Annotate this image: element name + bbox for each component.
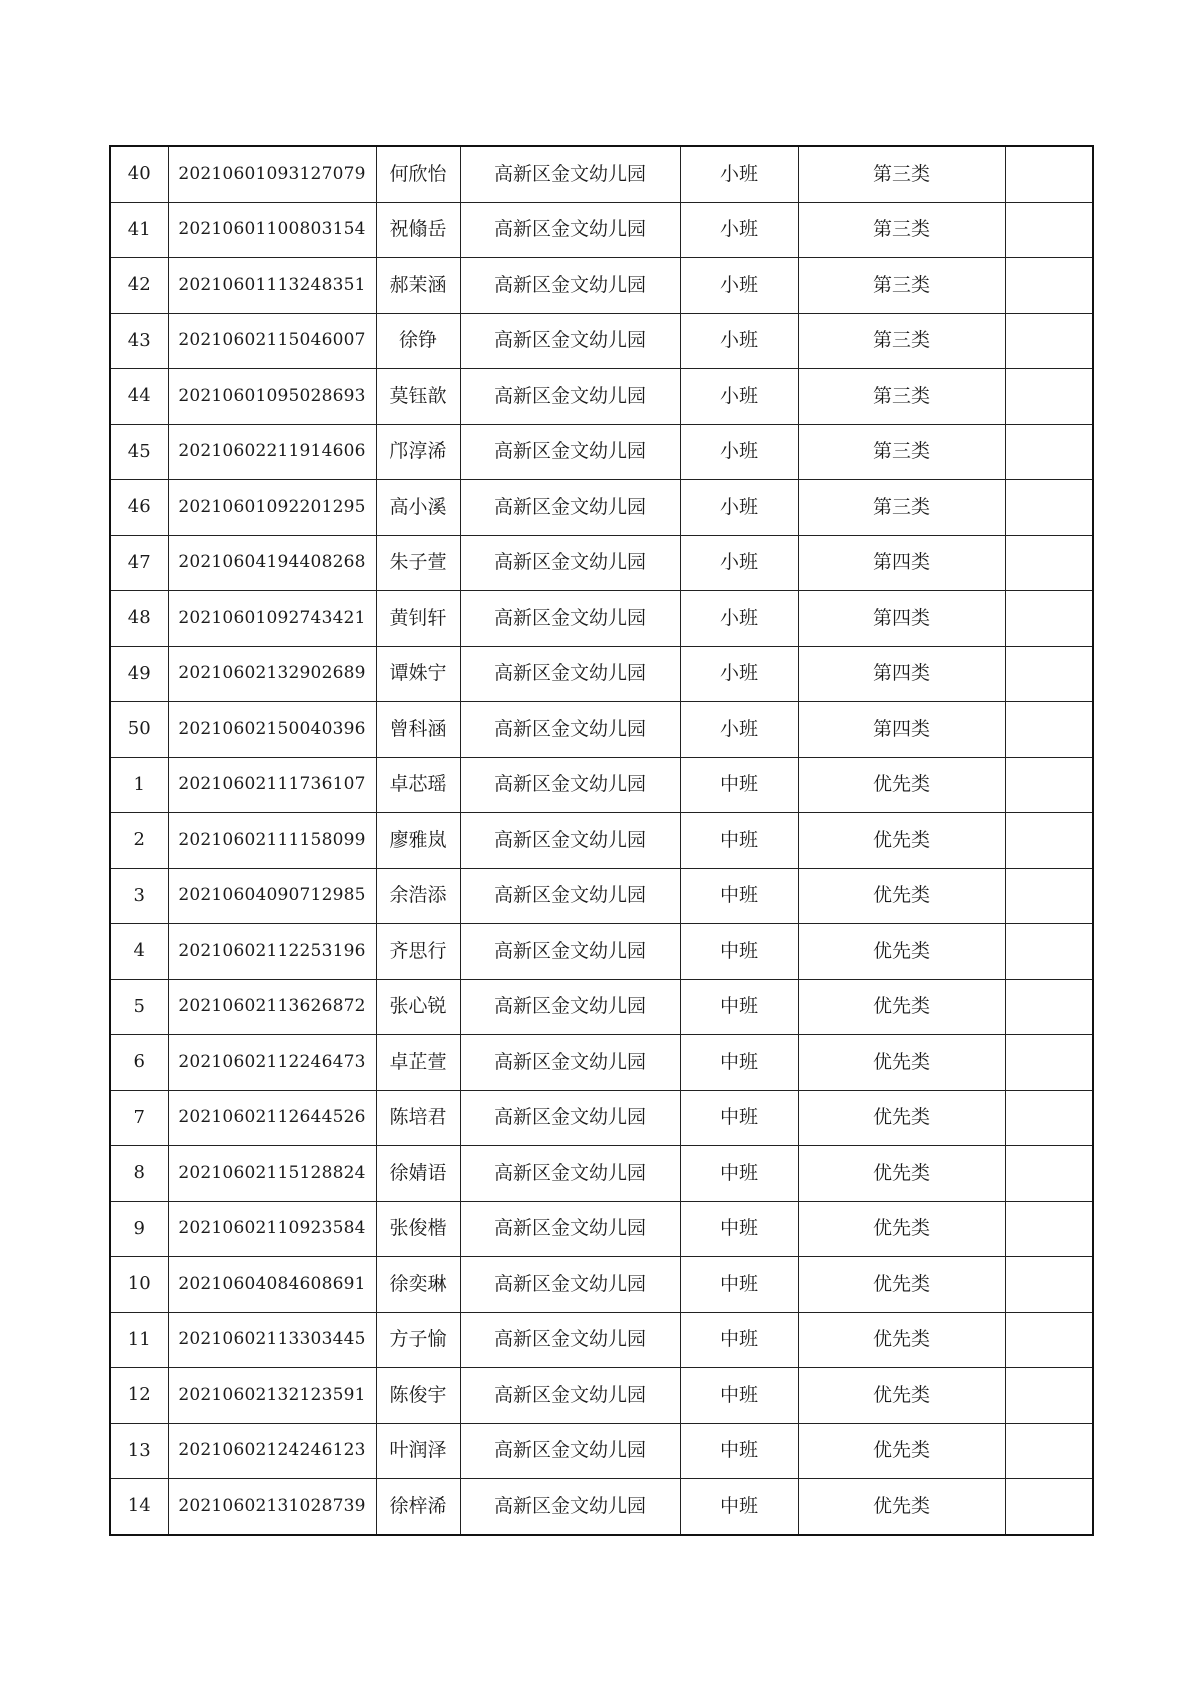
kindergarten-name: 高新区金文幼儿园 <box>460 924 680 980</box>
remarks-cell <box>1005 979 1093 1035</box>
child-name: 何欣怡 <box>376 146 460 202</box>
admission-category: 优先类 <box>798 1368 1005 1424</box>
application-id: 20210602111158099 <box>168 813 376 869</box>
child-name: 高小溪 <box>376 480 460 536</box>
kindergarten-name: 高新区金文幼儿园 <box>460 1479 680 1535</box>
application-id: 20210601113248351 <box>168 258 376 314</box>
kindergarten-name: 高新区金文幼儿园 <box>460 424 680 480</box>
application-id: 20210601093127079 <box>168 146 376 202</box>
row-number: 44 <box>110 369 168 425</box>
application-id: 20210602112253196 <box>168 924 376 980</box>
child-name: 徐梓浠 <box>376 1479 460 1535</box>
class-level: 小班 <box>680 646 798 702</box>
child-name: 陈俊宇 <box>376 1368 460 1424</box>
remarks-cell <box>1005 1257 1093 1313</box>
row-number: 12 <box>110 1368 168 1424</box>
application-id: 20210602132123591 <box>168 1368 376 1424</box>
class-level: 中班 <box>680 979 798 1035</box>
child-name: 徐铮 <box>376 313 460 369</box>
child-name: 方子愉 <box>376 1312 460 1368</box>
remarks-cell <box>1005 813 1093 869</box>
remarks-cell <box>1005 535 1093 591</box>
remarks-cell <box>1005 313 1093 369</box>
admission-category: 第三类 <box>798 258 1005 314</box>
admission-category: 优先类 <box>798 813 1005 869</box>
table-row <box>110 1479 1093 1535</box>
row-number: 48 <box>110 591 168 647</box>
kindergarten-name: 高新区金文幼儿园 <box>460 313 680 369</box>
remarks-cell <box>1005 202 1093 258</box>
admission-category: 优先类 <box>798 1479 1005 1535</box>
child-name: 邝淳浠 <box>376 424 460 480</box>
application-id: 20210602113626872 <box>168 979 376 1035</box>
child-name: 卓芷萱 <box>376 1035 460 1091</box>
table-row <box>110 146 1093 202</box>
child-name: 朱子萱 <box>376 535 460 591</box>
class-level: 小班 <box>680 424 798 480</box>
row-number: 41 <box>110 202 168 258</box>
admission-category: 优先类 <box>798 757 1005 813</box>
kindergarten-name: 高新区金文幼儿园 <box>460 1423 680 1479</box>
table-row <box>110 757 1093 813</box>
child-name: 廖雅岚 <box>376 813 460 869</box>
kindergarten-name: 高新区金文幼儿园 <box>460 480 680 536</box>
row-number: 1 <box>110 757 168 813</box>
admission-category: 优先类 <box>798 1201 1005 1257</box>
row-number: 6 <box>110 1035 168 1091</box>
child-name: 莫钰歆 <box>376 369 460 425</box>
table-row <box>110 702 1093 758</box>
kindergarten-name: 高新区金文幼儿园 <box>460 1312 680 1368</box>
child-name: 陈培君 <box>376 1090 460 1146</box>
remarks-cell <box>1005 146 1093 202</box>
table-row <box>110 1368 1093 1424</box>
remarks-cell <box>1005 369 1093 425</box>
admission-category: 第三类 <box>798 146 1005 202</box>
row-number: 40 <box>110 146 168 202</box>
table-row <box>110 202 1093 258</box>
application-id: 20210602112246473 <box>168 1035 376 1091</box>
child-name: 叶润泽 <box>376 1423 460 1479</box>
kindergarten-name: 高新区金文幼儿园 <box>460 868 680 924</box>
kindergarten-name: 高新区金文幼儿园 <box>460 369 680 425</box>
child-name: 黄钊轩 <box>376 591 460 647</box>
class-level: 中班 <box>680 1257 798 1313</box>
kindergarten-name: 高新区金文幼儿园 <box>460 258 680 314</box>
remarks-cell <box>1005 480 1093 536</box>
admission-category: 优先类 <box>798 1423 1005 1479</box>
kindergarten-name: 高新区金文幼儿园 <box>460 1146 680 1202</box>
kindergarten-name: 高新区金文幼儿园 <box>460 813 680 869</box>
class-level: 小班 <box>680 591 798 647</box>
row-number: 42 <box>110 258 168 314</box>
row-number: 9 <box>110 1201 168 1257</box>
class-level: 中班 <box>680 1035 798 1091</box>
kindergarten-name: 高新区金文幼儿园 <box>460 591 680 647</box>
class-level: 小班 <box>680 258 798 314</box>
class-level: 中班 <box>680 1090 798 1146</box>
table-row <box>110 1423 1093 1479</box>
class-level: 小班 <box>680 702 798 758</box>
application-id: 20210604084608691 <box>168 1257 376 1313</box>
row-number: 43 <box>110 313 168 369</box>
child-name: 张心锐 <box>376 979 460 1035</box>
admission-category: 第四类 <box>798 702 1005 758</box>
admission-category: 第三类 <box>798 369 1005 425</box>
table-row <box>110 258 1093 314</box>
table-row <box>110 480 1093 536</box>
child-name: 齐思行 <box>376 924 460 980</box>
class-level: 中班 <box>680 868 798 924</box>
remarks-cell <box>1005 646 1093 702</box>
remarks-cell <box>1005 757 1093 813</box>
admission-category: 优先类 <box>798 979 1005 1035</box>
child-name: 卓芯瑶 <box>376 757 460 813</box>
row-number: 7 <box>110 1090 168 1146</box>
table-row <box>110 868 1093 924</box>
remarks-cell <box>1005 702 1093 758</box>
application-id: 20210602124246123 <box>168 1423 376 1479</box>
row-number: 13 <box>110 1423 168 1479</box>
remarks-cell <box>1005 924 1093 980</box>
application-id: 20210601092201295 <box>168 480 376 536</box>
remarks-cell <box>1005 1312 1093 1368</box>
remarks-cell <box>1005 1035 1093 1091</box>
remarks-cell <box>1005 1201 1093 1257</box>
admission-category: 优先类 <box>798 1035 1005 1091</box>
row-number: 49 <box>110 646 168 702</box>
class-level: 小班 <box>680 480 798 536</box>
table-row <box>110 369 1093 425</box>
class-level: 中班 <box>680 1312 798 1368</box>
kindergarten-name: 高新区金文幼儿园 <box>460 202 680 258</box>
application-id: 20210602131028739 <box>168 1479 376 1535</box>
class-level: 中班 <box>680 1479 798 1535</box>
kindergarten-name: 高新区金文幼儿园 <box>460 1368 680 1424</box>
enrollment-table <box>109 145 1094 1536</box>
table-row <box>110 1146 1093 1202</box>
child-name: 张俊楷 <box>376 1201 460 1257</box>
table-body <box>110 146 1093 1535</box>
admission-category: 优先类 <box>798 924 1005 980</box>
table-row <box>110 1035 1093 1091</box>
class-level: 中班 <box>680 757 798 813</box>
table-row <box>110 979 1093 1035</box>
application-id: 20210602115128824 <box>168 1146 376 1202</box>
row-number: 3 <box>110 868 168 924</box>
class-level: 小班 <box>680 202 798 258</box>
row-number: 47 <box>110 535 168 591</box>
class-level: 小班 <box>680 313 798 369</box>
kindergarten-name: 高新区金文幼儿园 <box>460 146 680 202</box>
application-id: 20210602111736107 <box>168 757 376 813</box>
remarks-cell <box>1005 1090 1093 1146</box>
remarks-cell <box>1005 258 1093 314</box>
application-id: 20210602113303445 <box>168 1312 376 1368</box>
application-id: 20210604194408268 <box>168 535 376 591</box>
admission-category: 第三类 <box>798 313 1005 369</box>
admission-category: 第四类 <box>798 591 1005 647</box>
kindergarten-name: 高新区金文幼儿园 <box>460 1090 680 1146</box>
application-id: 20210602132902689 <box>168 646 376 702</box>
admission-category: 第四类 <box>798 646 1005 702</box>
class-level: 小班 <box>680 146 798 202</box>
kindergarten-name: 高新区金文幼儿园 <box>460 1257 680 1313</box>
application-id: 20210604090712985 <box>168 868 376 924</box>
kindergarten-name: 高新区金文幼儿园 <box>460 1201 680 1257</box>
kindergarten-name: 高新区金文幼儿园 <box>460 757 680 813</box>
table-row <box>110 313 1093 369</box>
row-number: 5 <box>110 979 168 1035</box>
table-row <box>110 591 1093 647</box>
application-id: 20210602115046007 <box>168 313 376 369</box>
admission-category: 优先类 <box>798 1312 1005 1368</box>
table-row <box>110 535 1093 591</box>
child-name: 余浩添 <box>376 868 460 924</box>
row-number: 50 <box>110 702 168 758</box>
kindergarten-name: 高新区金文幼儿园 <box>460 646 680 702</box>
application-id: 20210601100803154 <box>168 202 376 258</box>
child-name: 徐婧语 <box>376 1146 460 1202</box>
admission-category: 第三类 <box>798 202 1005 258</box>
table-row <box>110 1312 1093 1368</box>
class-level: 小班 <box>680 369 798 425</box>
kindergarten-name: 高新区金文幼儿园 <box>460 535 680 591</box>
application-id: 20210602112644526 <box>168 1090 376 1146</box>
table-row <box>110 1257 1093 1313</box>
class-level: 中班 <box>680 924 798 980</box>
table-row <box>110 646 1093 702</box>
row-number: 8 <box>110 1146 168 1202</box>
remarks-cell <box>1005 1146 1093 1202</box>
application-id: 20210602211914606 <box>168 424 376 480</box>
admission-category: 第三类 <box>798 480 1005 536</box>
class-level: 中班 <box>680 1423 798 1479</box>
child-name: 曾科涵 <box>376 702 460 758</box>
application-id: 20210602110923584 <box>168 1201 376 1257</box>
remarks-cell <box>1005 424 1093 480</box>
admission-category: 优先类 <box>798 1146 1005 1202</box>
class-level: 中班 <box>680 1201 798 1257</box>
row-number: 45 <box>110 424 168 480</box>
remarks-cell <box>1005 1479 1093 1535</box>
admission-category: 第三类 <box>798 424 1005 480</box>
table-row <box>110 424 1093 480</box>
child-name: 徐奕琳 <box>376 1257 460 1313</box>
admission-category: 优先类 <box>798 1257 1005 1313</box>
remarks-cell <box>1005 1368 1093 1424</box>
child-name: 谭姝宁 <box>376 646 460 702</box>
child-name: 郝茉涵 <box>376 258 460 314</box>
admission-category: 优先类 <box>798 1090 1005 1146</box>
class-level: 中班 <box>680 813 798 869</box>
class-level: 小班 <box>680 535 798 591</box>
row-number: 11 <box>110 1312 168 1368</box>
row-number: 46 <box>110 480 168 536</box>
row-number: 14 <box>110 1479 168 1535</box>
kindergarten-name: 高新区金文幼儿园 <box>460 979 680 1035</box>
application-id: 20210601092743421 <box>168 591 376 647</box>
table-row <box>110 1201 1093 1257</box>
row-number: 10 <box>110 1257 168 1313</box>
remarks-cell <box>1005 1423 1093 1479</box>
kindergarten-name: 高新区金文幼儿园 <box>460 702 680 758</box>
remarks-cell <box>1005 591 1093 647</box>
admission-category: 第四类 <box>798 535 1005 591</box>
application-id: 20210601095028693 <box>168 369 376 425</box>
application-id: 20210602150040396 <box>168 702 376 758</box>
admission-category: 优先类 <box>798 868 1005 924</box>
table-row <box>110 924 1093 980</box>
child-name: 祝翛岳 <box>376 202 460 258</box>
table-row <box>110 813 1093 869</box>
table-row <box>110 1090 1093 1146</box>
class-level: 中班 <box>680 1368 798 1424</box>
kindergarten-name: 高新区金文幼儿园 <box>460 1035 680 1091</box>
remarks-cell <box>1005 868 1093 924</box>
class-level: 中班 <box>680 1146 798 1202</box>
row-number: 4 <box>110 924 168 980</box>
row-number: 2 <box>110 813 168 869</box>
